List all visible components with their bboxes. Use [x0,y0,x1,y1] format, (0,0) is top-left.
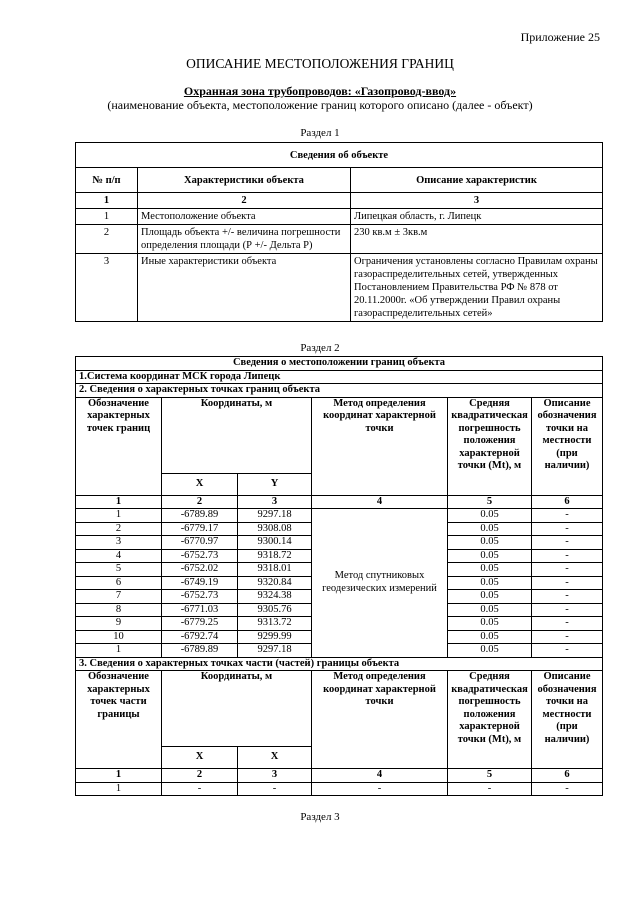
col-number: 6 [532,769,603,783]
point-error: 0.05 [448,603,532,617]
col-number: 5 [448,495,532,509]
col-header-number: № п/п [76,168,138,193]
row-number: 3 [76,254,138,322]
col-header-y: X [238,747,312,769]
point-y: 9318.72 [238,549,312,563]
part-point-x: - [162,782,238,796]
col-number: 1 [76,193,138,209]
point-x: -6771.03 [162,603,238,617]
point-x: -6779.25 [162,617,238,631]
part-point-number: 1 [76,782,162,796]
document-title: ОПИСАНИЕ МЕСТОПОЛОЖЕНИЯ ГРАНИЦ [186,56,454,71]
method-cell: Метод спутниковых геодезических измерений [312,509,448,658]
col-header-point: Обозначение характерных точек границ [76,397,162,495]
table-row [76,254,603,322]
point-desc: - [532,617,603,631]
col-number: 4 [312,769,448,783]
point-desc: - [532,536,603,550]
point-error: 0.05 [448,509,532,523]
point-x: -6779.17 [162,522,238,536]
col-number: 2 [138,193,351,209]
point-error: 0.05 [448,644,532,658]
row-description: Липецкая область, г. Липецк [351,209,603,225]
part-point-error: - [448,782,532,796]
col-header-point-part: Обозначение характерных точек части границы [76,671,162,769]
point-number: 2 [76,522,162,536]
col-header-error: Средняя квадратическая погрешность положения характерной точки (Mt), м [448,671,532,769]
row-characteristic: Иные характеристики объекта [138,254,351,322]
point-y: 9318.01 [238,563,312,577]
appendix-label: Приложение 25 [520,30,600,44]
row-characteristic: Площадь объекта +/- величина погрешности определения площади (Р +/- Дельта Р) [138,225,351,254]
point-desc: - [532,630,603,644]
col-number: 3 [351,193,603,209]
col-number: 5 [448,769,532,783]
col-number: 3 [238,495,312,509]
point-desc: - [532,644,603,658]
sub3-title: 3. Сведения о характерных точках части (частей) границы объекта [76,657,603,671]
point-x: -6789.89 [162,509,238,523]
point-x: -6752.73 [162,549,238,563]
col-header-method: Метод определения координат характерной точки [312,671,448,769]
col-header-desc: Описание обозначения точки на местности (при наличии) [532,397,603,495]
sub2-title: 2. Сведения о характерных точках границ объекта [76,384,603,398]
point-y: 9313.72 [238,617,312,631]
col-header-coords: Координаты, м [162,397,312,473]
point-y: 9299.99 [238,630,312,644]
point-y: 9300.14 [238,536,312,550]
row-description: 230 кв.м ± 3кв.м [351,225,603,254]
point-number: 5 [76,563,162,577]
object-title: Охранная зона трубопроводов: «Газопровод-ввод» [183,84,457,98]
object-info-table [75,142,603,322]
col-number: 1 [76,495,162,509]
point-number: 3 [76,536,162,550]
point-desc: - [532,522,603,536]
point-desc: - [532,549,603,563]
row-number: 2 [76,225,138,254]
point-y: 9320.84 [238,576,312,590]
section2-label: Раздел 2 [300,342,340,354]
point-y: 9305.76 [238,603,312,617]
section1-label: Раздел 1 [300,127,340,139]
part-point-y: - [238,782,312,796]
col-header-x: X [162,747,238,769]
col-header-y: Y [238,473,312,495]
col-header-desc: Описание обозначения точки на местности (при наличии) [532,671,603,769]
point-error: 0.05 [448,630,532,644]
col-number: 3 [238,769,312,783]
coord-system: 1.Система координат МСК города Липецк [76,370,603,384]
point-error: 0.05 [448,549,532,563]
point-number: 7 [76,590,162,604]
point-number: 1 [76,509,162,523]
col-header-error: Средняя квадратическая погрешность положения характерной точки (Mt), м [448,397,532,495]
col-header-x: X [162,473,238,495]
point-x: -6752.02 [162,563,238,577]
row-description: Ограничения установлены согласно Правилам охраны газораспределительных сетей, утвержденных Постановлением Правительства РФ № 878 от 20.11.2000г. «Об утверждении Правил охраны газораспределительных сетей» [351,254,603,322]
point-error: 0.05 [448,576,532,590]
point-desc: - [532,603,603,617]
point-y: 9324.38 [238,590,312,604]
section3-label: Раздел 3 [300,811,340,823]
point-error: 0.05 [448,617,532,631]
point-y: 9308.08 [238,522,312,536]
point-desc: - [532,509,603,523]
point-x: -6749.19 [162,576,238,590]
col-number: 1 [76,769,162,783]
part-point-method: - [312,782,448,796]
point-x: -6789.89 [162,644,238,658]
point-desc: - [532,590,603,604]
col-header-description: Описание характеристик [351,168,603,193]
point-number: 4 [76,549,162,563]
table-row [76,509,603,523]
table-row [76,209,603,225]
col-number: 2 [162,495,238,509]
col-header-coords: Координаты, м [162,671,312,747]
point-number: 9 [76,617,162,631]
object-subtitle: (наименование объекта, местоположение границ которого описано (далее - объект) [107,98,533,112]
point-error: 0.05 [448,590,532,604]
col-number: 2 [162,769,238,783]
col-number: 6 [532,495,603,509]
col-header-characteristic: Характеристики объекта [138,168,351,193]
table-row [76,782,603,796]
table-row [76,225,603,254]
point-x: -6752.73 [162,590,238,604]
point-desc: - [532,576,603,590]
point-y: 9297.18 [238,644,312,658]
point-desc: - [532,563,603,577]
point-x: -6792.74 [162,630,238,644]
point-number: 1 [76,644,162,658]
col-header-method: Метод определения координат характерной точки [312,397,448,495]
point-error: 0.05 [448,522,532,536]
boundary-points-table [75,356,603,796]
row-number: 1 [76,209,138,225]
point-number: 6 [76,576,162,590]
point-y: 9297.18 [238,509,312,523]
point-error: 0.05 [448,536,532,550]
point-error: 0.05 [448,563,532,577]
point-number: 8 [76,603,162,617]
point-x: -6770.97 [162,536,238,550]
section2-heading: Сведения о местоположении границ объекта [76,357,603,371]
section1-heading: Сведения об объекте [76,143,603,168]
col-number: 4 [312,495,448,509]
row-characteristic: Местоположение объекта [138,209,351,225]
point-number: 10 [76,630,162,644]
part-point-desc: - [532,782,603,796]
